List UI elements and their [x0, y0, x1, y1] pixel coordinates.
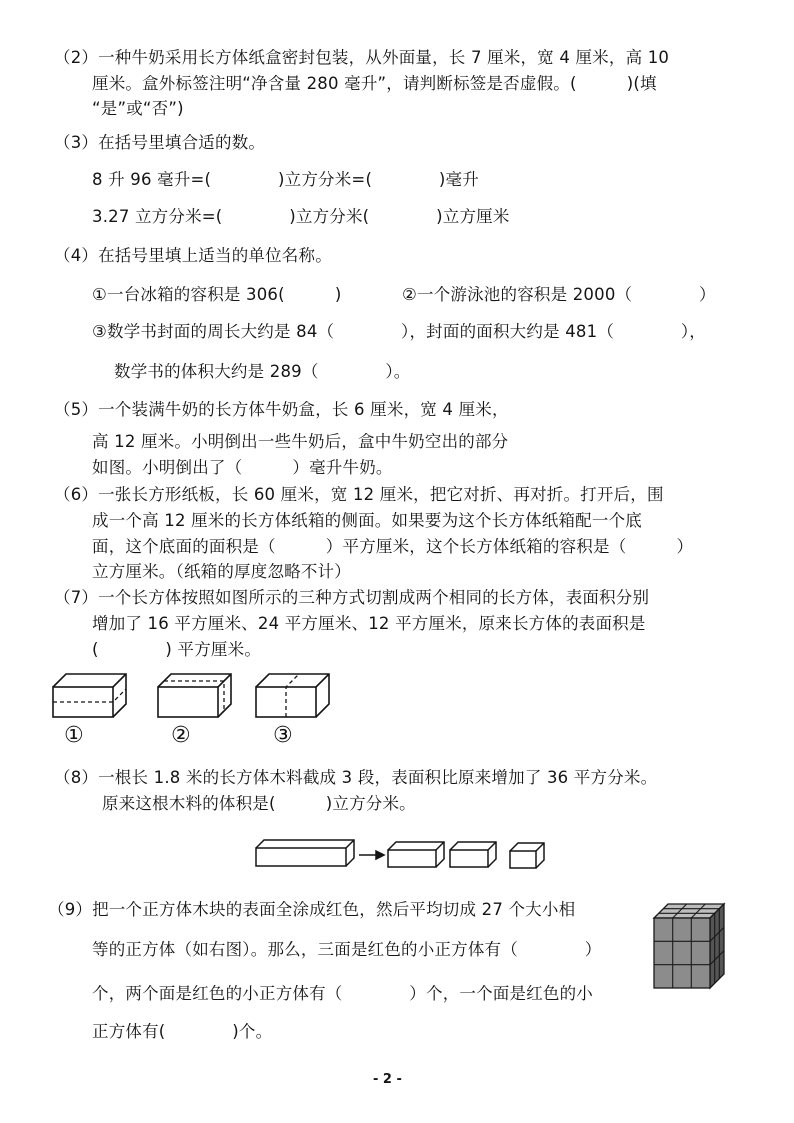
- q7-label-3: ③: [273, 723, 293, 748]
- q9-line-3: 个，两个面是红色的小正方体有（ ）个，一个面是红色的小: [92, 984, 593, 1003]
- q4-line-4: 数学书的体积大约是 289（ ）。: [114, 362, 411, 381]
- q7-label-2: ②: [171, 723, 191, 748]
- q7-line-3: ( ) 平方厘米。: [92, 640, 262, 659]
- arrow-icon: [359, 851, 384, 859]
- q3-line-1: （3）在括号里填合适的数。: [54, 133, 266, 152]
- q6-line-1: （6）一张长方形纸板，长 60 厘米，宽 12 厘米，把它对折、再对折。打开后，围: [54, 485, 664, 504]
- q6-line-2: 成一个高 12 厘米的长方体纸箱的侧面。如果要为这个长方体纸箱配一个底: [92, 511, 642, 530]
- q2-line-1: （2）一种牛奶采用长方体纸盒密封包装，从外面量，长 7 厘米，宽 4 厘米，高 10: [54, 48, 670, 67]
- q7-cuboid-figures: [48, 668, 338, 748]
- q9-cube-figure: [650, 900, 730, 992]
- q4-item-3: ③数学书封面的周长大约是 84（ ），封面的面积大约是 481（ ），: [92, 322, 706, 341]
- q8-line-1: （8）一根长 1.8 米的长方体木料截成 3 段，表面积比原来增加了 36 平方分米。: [54, 768, 658, 787]
- timber-piece-3: [510, 843, 544, 868]
- q7-label-1: ①: [64, 723, 84, 748]
- cuboid-cut-1: [53, 674, 126, 717]
- page-number: - 2 -: [373, 1072, 402, 1087]
- timber-piece-1: [388, 842, 444, 867]
- cuboid-cut-2: [158, 674, 231, 717]
- q9-line-2: 等的正方体（如右图）。那么，三面是红色的小正方体有（ ）: [92, 940, 602, 959]
- timber-piece-2: [450, 842, 496, 867]
- q4-item-2: ②一个游泳池的容积是 2000（ ）: [402, 285, 716, 304]
- q6-line-4: 立方厘米。（纸箱的厚度忽略不计）: [92, 562, 351, 581]
- q5-line-1: （5）一个装满牛奶的长方体牛奶盒，长 6 厘米，宽 4 厘米，: [54, 400, 509, 419]
- q6-line-3: 面，这个底面的面积是（ ）平方厘米，这个长方体纸箱的容积是（ ）: [92, 537, 694, 556]
- q3-line-3: 3.27 立方分米=( )立方分米( )立方厘米: [92, 207, 510, 226]
- q3-line-2: 8 升 96 毫升=( )立方分米=( )毫升: [92, 170, 479, 189]
- q9-line-1: （9）把一个正方体木块的表面全涂成红色，然后平均切成 27 个大小相: [48, 900, 576, 919]
- cuboid-cut-3: [256, 674, 329, 717]
- long-timber: [256, 840, 354, 866]
- q5-line-2: 高 12 厘米。小明倒出一些牛奶后，盒中牛奶空出的部分: [92, 432, 509, 451]
- q4-line-1: （4）在括号里填上适当的单位名称。: [54, 246, 332, 265]
- q2-line-2: 厘米。盒外标签注明“净含量 280 毫升”，请判断标签是否虚假。( )(填: [92, 74, 657, 93]
- q5-line-3: 如图。小明倒出了（ ）毫升牛奶。: [92, 458, 393, 477]
- q4-item-1: ①一台冰箱的容积是 306( ): [92, 285, 342, 304]
- q2-line-3: “是”或“否”): [92, 99, 184, 118]
- q8-timber-figure: [252, 836, 552, 874]
- q7-line-1: （7）一个长方体按照如图所示的三种方式切割成两个相同的长方体，表面积分别: [54, 588, 650, 607]
- q7-line-2: 增加了 16 平方厘米、24 平方厘米、12 平方厘米，原来长方体的表面积是: [92, 614, 646, 633]
- q8-line-2: 原来这根木料的体积是( )立方分米。: [102, 794, 416, 813]
- q9-line-4: 正方体有( )个。: [92, 1022, 273, 1041]
